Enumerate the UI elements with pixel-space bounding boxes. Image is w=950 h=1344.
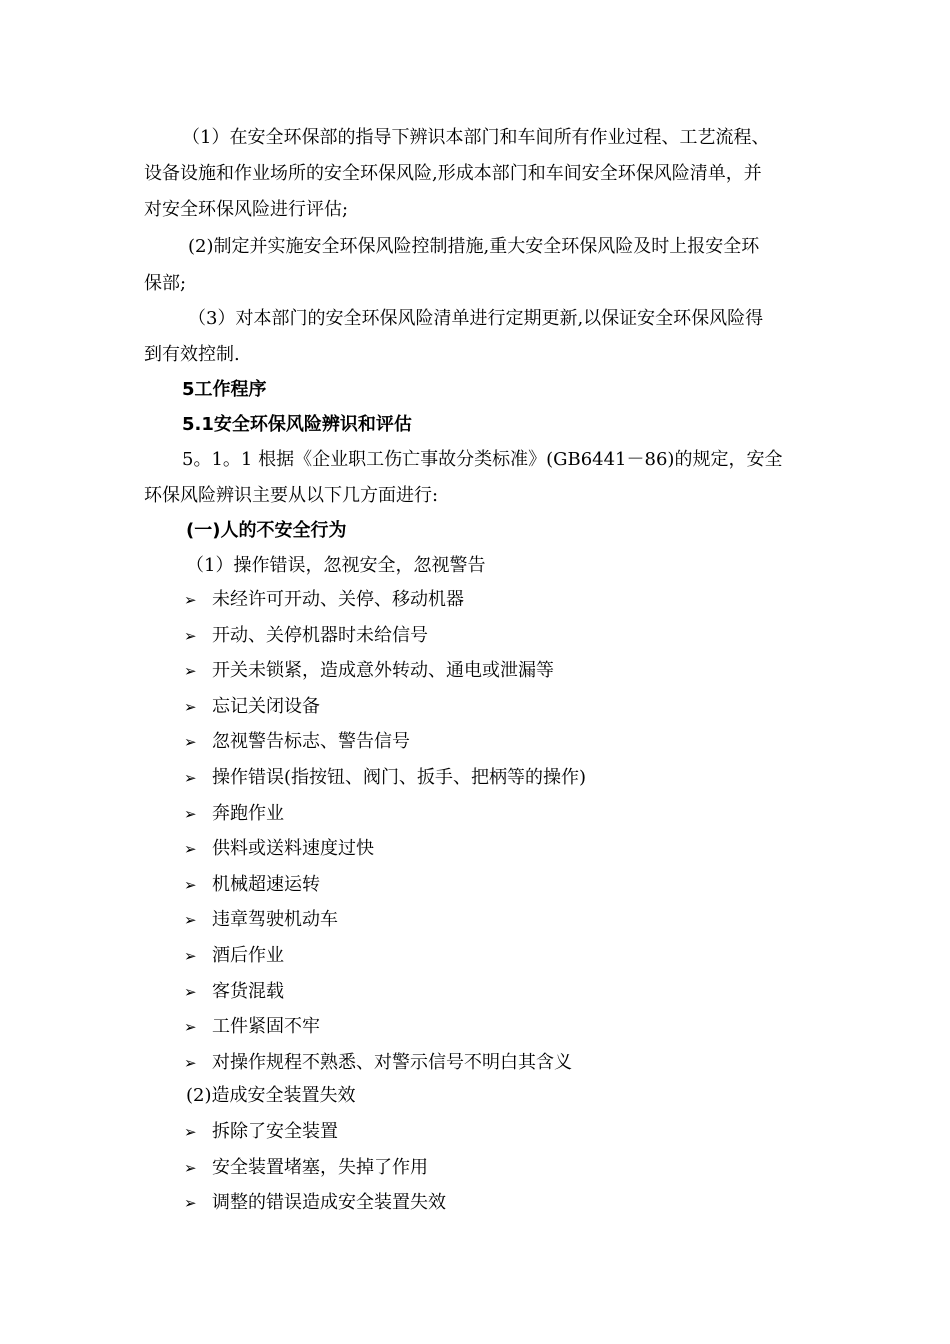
section-heading-5-1: 5.1安全环保风险辨识和评估 bbox=[182, 414, 412, 435]
paragraph-3-line-2: 到有效控制. bbox=[144, 344, 240, 365]
paragraph-1-line-1: （1）在安全环保部的指导下辨识本部门和车间所有作业过程、工艺流程、 bbox=[182, 127, 770, 148]
paragraph-2-line-1: (2)制定并实施安全环保风险控制措施,重大安全环保风险及时上报安全环 bbox=[188, 236, 760, 257]
list-item: 供料或送料速度过快 bbox=[212, 838, 374, 860]
list-item: 工件紧固不牢 bbox=[212, 1016, 320, 1038]
bullet-arrow-icon: ➢ bbox=[184, 875, 197, 894]
bullet-arrow-icon: ➢ bbox=[184, 804, 197, 823]
bullet-arrow-icon: ➢ bbox=[184, 1053, 197, 1072]
bullet-arrow-icon: ➢ bbox=[184, 662, 197, 681]
paragraph-4-line-1: 5。1。1 根据《企业职工伤亡事故分类标准》(GB6441－86)的规定，安全 bbox=[182, 449, 783, 470]
bullet-arrow-icon: ➢ bbox=[184, 591, 197, 609]
bullet-arrow-icon: ➢ bbox=[184, 733, 197, 752]
bullet-arrow-icon: ➢ bbox=[184, 697, 197, 716]
bullet-arrow-icon: ➢ bbox=[184, 1194, 197, 1213]
list-item: 对操作规程不熟悉、对警示信号不明白其含义 bbox=[212, 1051, 572, 1073]
bullet-arrow-icon: ➢ bbox=[184, 769, 197, 787]
list-item: 酒后作业 bbox=[212, 945, 284, 966]
list-item: 操作错误(指按钮、阀门、扳手、把柄等的操作) bbox=[212, 767, 587, 788]
paragraph-4-line-2: 环保风险辨识主要从以下几方面进行: bbox=[144, 485, 439, 506]
paragraph-2-line-2: 保部; bbox=[144, 273, 187, 294]
bullet-arrow-icon: ➢ bbox=[184, 840, 197, 859]
bullet-arrow-icon: ➢ bbox=[184, 626, 197, 645]
list-item: 调整的错误造成安全装置失效 bbox=[212, 1192, 446, 1214]
section-heading-5: 5工作程序 bbox=[182, 379, 267, 400]
list-item: 拆除了安全装置 bbox=[212, 1121, 338, 1142]
paragraph-3-line-1: （3）对本部门的安全环保风险清单进行定期更新,以保证安全环保风险得 bbox=[188, 308, 764, 329]
list-item: 机械超速运转 bbox=[212, 873, 320, 895]
list-item: 忘记关闭设备 bbox=[212, 695, 320, 717]
bullet-arrow-icon: ➢ bbox=[184, 982, 197, 1001]
list-item: 忽视警告标志、警告信号 bbox=[212, 731, 410, 753]
subheading-operation-error: （1）操作错误，忽视安全，忽视警告 bbox=[186, 555, 486, 576]
list-item: 客货混载 bbox=[212, 980, 284, 1002]
subheading-unsafe-behavior: (一)人的不安全行为 bbox=[186, 520, 347, 541]
list-item: 奔跑作业 bbox=[212, 802, 284, 824]
list-item: 开动、关停机器时未给信号 bbox=[212, 624, 428, 646]
bullet-arrow-icon: ➢ bbox=[184, 1123, 197, 1141]
list-item: 安全装置堵塞，失掉了作用 bbox=[212, 1156, 428, 1178]
bullet-arrow-icon: ➢ bbox=[184, 947, 197, 965]
list-item: 开关未锁紧，造成意外转动、通电或泄漏等 bbox=[212, 660, 554, 682]
paragraph-1-line-2: 设备设施和作业场所的安全环保风险,形成本部门和车间安全环保风险清单，并 bbox=[144, 163, 762, 184]
list-item: 未经许可开动、关停、移动机器 bbox=[212, 589, 464, 610]
subheading-safety-device-failure: (2)造成安全装置失效 bbox=[186, 1085, 356, 1106]
list-item: 违章驾驶机动车 bbox=[212, 909, 338, 931]
bullet-arrow-icon: ➢ bbox=[184, 1158, 197, 1177]
bullet-arrow-icon: ➢ bbox=[184, 911, 197, 930]
bullet-arrow-icon: ➢ bbox=[184, 1018, 197, 1037]
paragraph-1-line-3: 对安全环保风险进行评估; bbox=[144, 199, 349, 220]
